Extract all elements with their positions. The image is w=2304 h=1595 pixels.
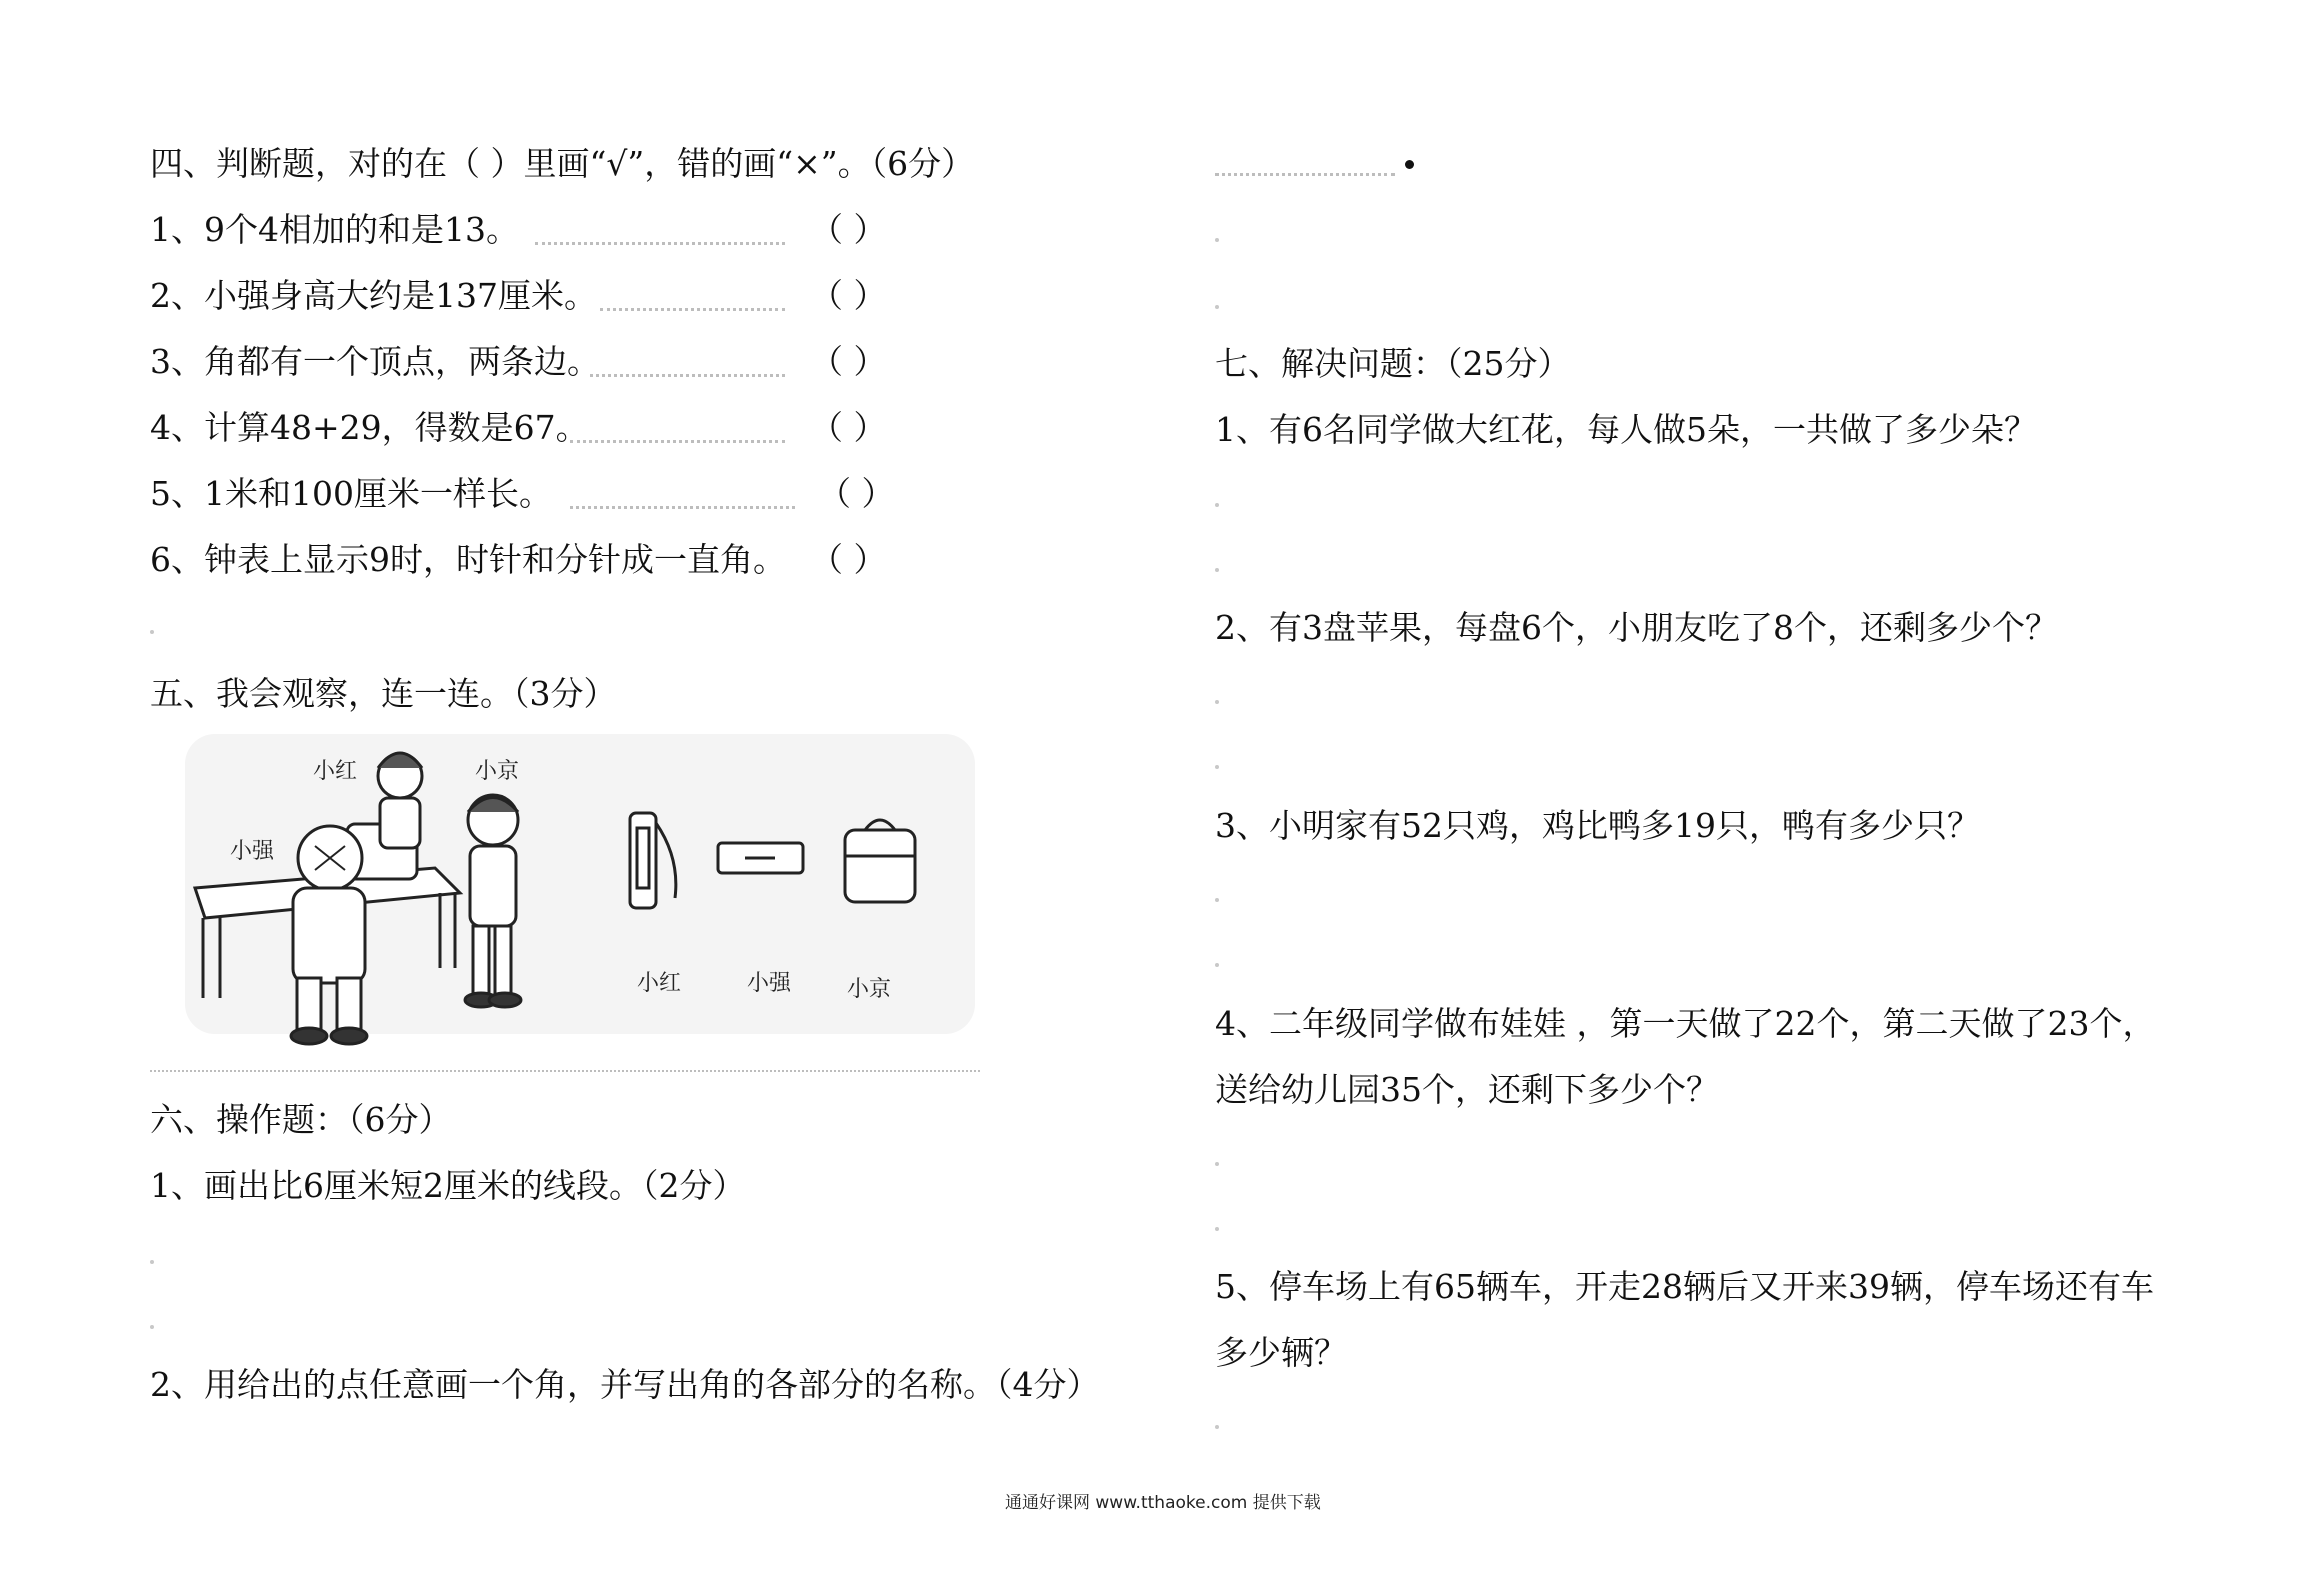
- scan-dot: [1215, 700, 1219, 704]
- answer-paren-3[interactable]: （ ）: [810, 342, 887, 381]
- judge-item-4: 4、计算48+29，得数是67。: [150, 408, 589, 447]
- scan-dot: [1215, 1425, 1219, 1429]
- problem-3: 3、小明家有52只鸡，鸡比鸭多19只，鸭有多少只？: [1215, 806, 1980, 845]
- child-xiaohong: [378, 753, 422, 848]
- dotted-leader: [535, 242, 785, 245]
- label-object-xiaojing: 小京: [847, 977, 892, 1002]
- scan-dot: [1215, 1162, 1219, 1166]
- problem-4-line-2: 送给幼儿园35个，还剩下多少个？: [1215, 1070, 1719, 1109]
- scan-dot: [1215, 503, 1219, 507]
- dotted-leader: [570, 440, 785, 443]
- label-kid-xiaoqiang: 小强: [230, 839, 275, 864]
- judge-item-3: 3、角都有一个顶点，两条边。: [150, 342, 600, 381]
- operation-q1: 1、画出比6厘米短2厘米的线段。（2分）: [150, 1166, 746, 1205]
- dotted-leader: [590, 374, 785, 377]
- section-5-title: 五、我会观察，连一连。（3分）: [150, 674, 617, 713]
- section-divider: [150, 1070, 980, 1072]
- label-kid-xiaojing: 小京: [475, 759, 520, 784]
- judge-item-5: 5、1米和100厘米一样长。: [150, 474, 552, 513]
- scan-dot: [1215, 305, 1219, 309]
- scan-dot: [1215, 238, 1219, 242]
- scan-dot: [150, 1325, 154, 1329]
- answer-paren-2[interactable]: （ ）: [810, 276, 887, 315]
- judge-item-2: 2、小强身高大约是137厘米。: [150, 276, 597, 315]
- school-bag: [845, 820, 915, 902]
- answer-paren-1[interactable]: （ ）: [810, 210, 887, 249]
- dotted-leader: [570, 506, 795, 509]
- problem-1: 1、有6名同学做大红花，每人做5朵，一共做了多少朵？: [1215, 410, 2037, 449]
- label-kid-xiaohong: 小红: [313, 759, 358, 784]
- given-point: [1405, 160, 1414, 169]
- label-object-xiaoqiang: 小强: [747, 971, 792, 996]
- section-4-title: 四、判断题，对的在（ ）里画“√”，错的画“×”。（6分）: [150, 144, 975, 183]
- answer-paren-6[interactable]: （ ）: [810, 540, 887, 579]
- problem-4-line-1: 4、二年级同学做布娃娃 ，第一天做了22个，第二天做了23个，: [1215, 1004, 2156, 1043]
- footer-credit: 通通好课网 www.tthaoke.com 提供下载: [1005, 1493, 1321, 1513]
- scan-dot: [1215, 765, 1219, 769]
- pencil-box-flat: [718, 843, 803, 873]
- observation-illustration: [175, 728, 985, 1068]
- answer-paren-4[interactable]: （ ）: [810, 408, 887, 447]
- scan-dot: [150, 630, 154, 634]
- section-7-title: 七、解决问题：（25分）: [1215, 344, 1571, 383]
- scan-dot: [1215, 568, 1219, 572]
- scan-dot: [150, 1260, 154, 1264]
- scan-dot: [1215, 1227, 1219, 1231]
- problem-5-line-2: 多少辆？: [1215, 1333, 1347, 1372]
- scan-dot: [1215, 898, 1219, 902]
- label-object-xiaohong: 小红: [637, 971, 682, 996]
- answer-paren-5[interactable]: （ ）: [818, 474, 895, 513]
- dotted-leader: [1215, 173, 1395, 176]
- operation-q2: 2、用给出的点任意画一个角，并写出角的各部分的名称。（4分）: [150, 1365, 1100, 1404]
- dotted-leader: [600, 308, 785, 311]
- observation-figure: [175, 728, 985, 1068]
- judge-item-1: 1、9个4相加的和是13。: [150, 210, 519, 249]
- section-6-title: 六、操作题：（6分）: [150, 1100, 452, 1139]
- problem-5-line-1: 5、停车场上有65辆车，开走28辆后又开来39辆，停车场还有车: [1215, 1267, 2154, 1306]
- scan-dot: [1215, 963, 1219, 967]
- judge-item-6: 6、钟表上显示9时，时针和分针成一直角。: [150, 540, 786, 579]
- problem-2: 2、有3盘苹果，每盘6个，小朋友吃了8个，还剩多少个？: [1215, 608, 2058, 647]
